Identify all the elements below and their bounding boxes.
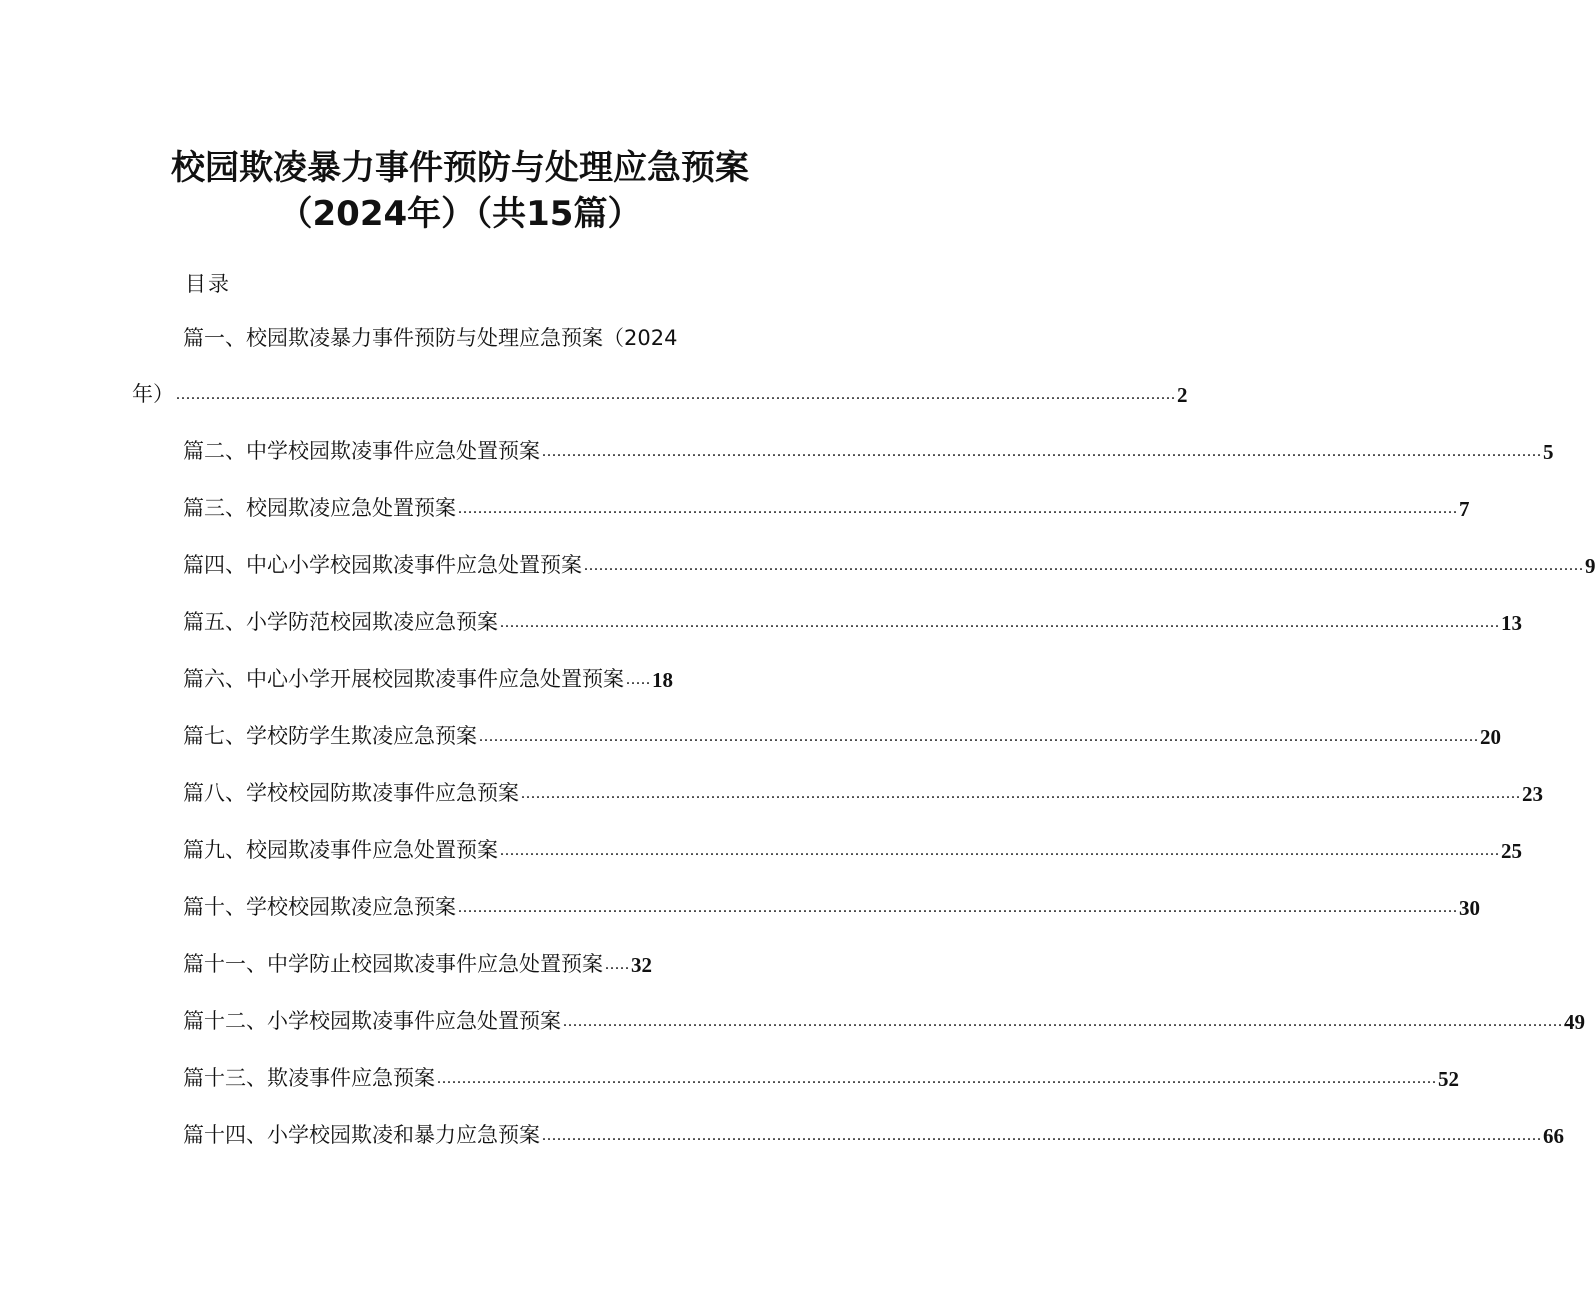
toc-leader-dots: ........................................................................................................................................................................................................ xyxy=(176,386,1176,403)
toc-leader-dots: ........................................................................................................................................................................................................ xyxy=(479,728,1479,745)
toc-entry-label: 篇二、中学校园欺凌事件应急处置预案 xyxy=(183,439,540,463)
toc-entry[interactable] xyxy=(183,492,1470,522)
toc-page-number: 25 xyxy=(1501,839,1522,863)
toc-entry-label: 篇六、中心小学开展校园欺凌事件应急处置预案 xyxy=(183,667,624,691)
toc-leader-dots: ........................................................................................................................................................................................................ xyxy=(542,1127,1542,1144)
toc-entry-label: 篇五、小学防范校园欺凌应急预案 xyxy=(183,610,498,634)
toc-entry[interactable] xyxy=(183,948,728,978)
toc-entry-label: 篇十三、欺凌事件应急预案 xyxy=(183,1066,435,1090)
toc-entry-label: 篇七、学校防学生欺凌应急预案 xyxy=(183,724,477,748)
toc-entry[interactable] xyxy=(183,1005,1585,1035)
toc-leader-dots: ........................................................................................................................................................................................................ xyxy=(458,899,1458,916)
toc-leader-dots: ........................................................................................................................................................................................................ xyxy=(500,614,1500,631)
document-title: 校园欺凌暴力事件预防与处理应急预案 xyxy=(171,148,749,188)
toc-entry-label: 篇八、学校校园防欺凌事件应急预案 xyxy=(183,781,519,805)
toc-entry-label: 篇十四、小学校园欺凌和暴力应急预案 xyxy=(183,1123,540,1147)
toc-entry-label: 篇三、校园欺凌应急处置预案 xyxy=(183,496,456,520)
toc-page-number: 7 xyxy=(1459,497,1470,521)
toc-entry-1-line1[interactable]: 篇一、校园欺凌暴力事件预防与处理应急预案（2024 xyxy=(183,326,678,350)
toc-leader-dots: ........................................................................................................................................................................................................ xyxy=(521,785,1521,802)
toc-page-number: 52 xyxy=(1438,1067,1459,1091)
document-subtitle: （2024年）（共15篇） xyxy=(278,194,642,234)
toc-page-number: 20 xyxy=(1480,725,1501,749)
toc-page-number: 9 xyxy=(1585,554,1596,578)
toc-entry[interactable] xyxy=(183,1119,1564,1149)
toc-page-number: 5 xyxy=(1543,440,1554,464)
toc-entry-label: 篇十一、中学防止校园欺凌事件应急处置预案 xyxy=(183,952,603,976)
toc-page-number: 30 xyxy=(1459,896,1480,920)
toc-entry-label: 篇四、中心小学校园欺凌事件应急处置预案 xyxy=(183,553,582,577)
toc-entry[interactable] xyxy=(183,1062,1459,1092)
toc-leader-dots: ........................................................................................................................................................................................................ xyxy=(458,500,1458,517)
toc-leader-dots: ........................................................................................................................................................................................................ xyxy=(542,443,1542,460)
toc-page-number: 2 xyxy=(1177,383,1188,407)
toc-page-number: 49 xyxy=(1564,1010,1585,1034)
toc-entry-label: 篇十二、小学校园欺凌事件应急处置预案 xyxy=(183,1009,561,1033)
toc-entry[interactable] xyxy=(183,720,1501,750)
toc-page-number: 18 xyxy=(652,668,673,692)
toc-entry-label: 篇九、校园欺凌事件应急处置预案 xyxy=(183,838,498,862)
toc-entry-label: 年） xyxy=(132,382,174,406)
toc-page-number: 66 xyxy=(1543,1124,1564,1148)
toc-entry[interactable] xyxy=(183,435,1554,465)
toc-entry[interactable] xyxy=(183,606,1522,636)
toc-leader-dots: ........................................................................................................................................................................................................ xyxy=(584,557,1584,574)
toc-page-number: 32 xyxy=(631,953,652,977)
toc-entry[interactable] xyxy=(183,891,1480,921)
toc-page-number: 23 xyxy=(1522,782,1543,806)
toc-leader-dots: ........................................................................................................................................................................................................ xyxy=(437,1070,1437,1087)
toc-leader-dots: ........................................................................................................................................................................................................ xyxy=(500,842,1500,859)
toc-leader-dots: ........................................................................................................................................................................................................ xyxy=(563,1013,1563,1030)
toc-entry[interactable] xyxy=(183,549,1596,579)
toc-leader-dots: ..... xyxy=(605,956,630,973)
toc-entry[interactable] xyxy=(132,378,1188,408)
toc-heading: 目录 xyxy=(185,272,231,296)
toc-entry-label: 篇十、学校校园欺凌应急预案 xyxy=(183,895,456,919)
toc-entry[interactable] xyxy=(183,834,1522,864)
toc-entry[interactable] xyxy=(183,777,1543,807)
toc-page-number: 13 xyxy=(1501,611,1522,635)
toc-entry[interactable] xyxy=(183,663,728,693)
toc-leader-dots: ..... xyxy=(626,671,651,688)
